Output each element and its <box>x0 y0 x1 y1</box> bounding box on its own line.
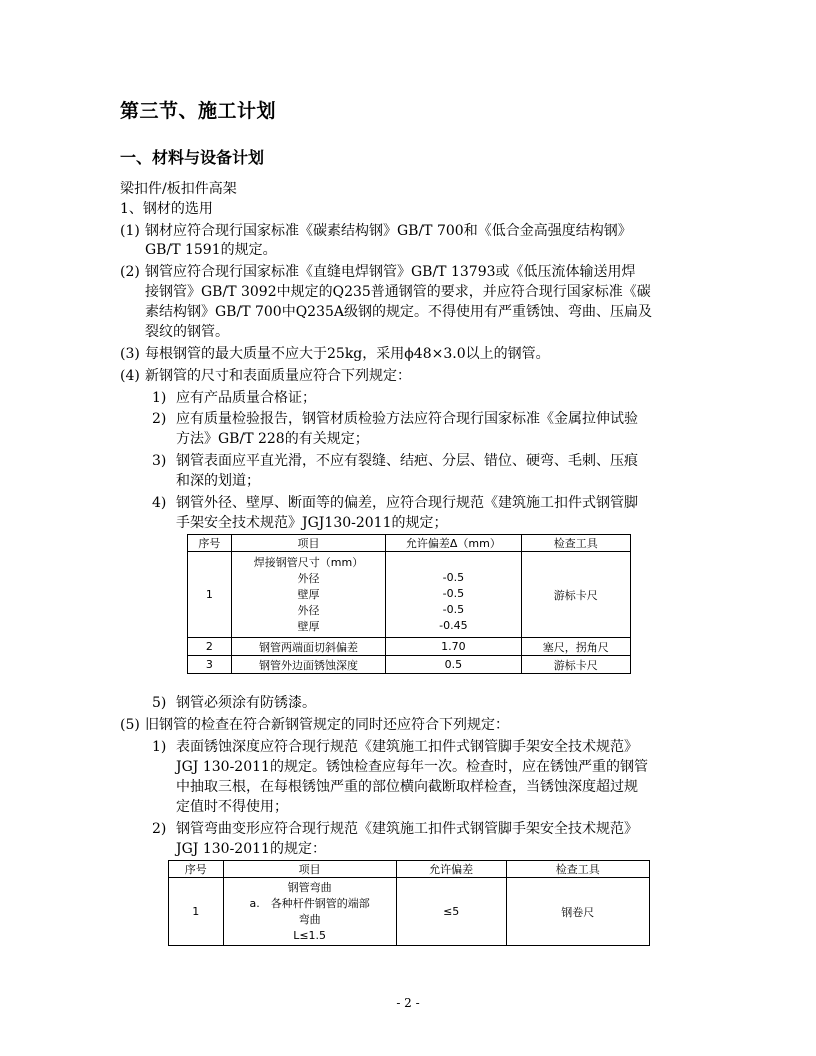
item-line: 旧钢管的检查在符合新钢管规定的同时还应符合下列规定： <box>145 717 509 733</box>
table-cell-text: 外径 <box>297 603 320 617</box>
table-header-cell: 项目 <box>223 861 396 878</box>
table-cell-item: 钢管两端面切斜偏差 <box>231 638 385 656</box>
table-cell-text: 钢管弯曲 <box>287 880 332 894</box>
subitem-number: 2) <box>152 821 167 837</box>
subitem-number: 1) <box>152 390 167 406</box>
table-header-cell: 允许偏差 <box>396 861 506 878</box>
item-number: (3) <box>120 346 140 362</box>
table-cell-text: L≤1.5 <box>293 928 327 942</box>
table-cell-deviation: ≤5 <box>396 878 506 946</box>
subitem-number: 1) <box>152 739 167 755</box>
subitem-line: 中抽取三根，在每根锈蚀严重的部位横向截断取样检查，当锈蚀深度超过规 <box>176 779 638 795</box>
subitem-line: 钢管外径、壁厚、断面等的偏差，应符合现行规范《建筑施工扣件式钢管脚 <box>176 495 638 511</box>
table-header-cell: 检查工具 <box>506 861 649 878</box>
section-heading: 第三节、施工计划 <box>120 100 277 122</box>
intro-text: 梁扣件/板扣件高架 <box>120 181 237 197</box>
subitem-line: 钢管表面应平直光滑，不应有裂缝、结疤、分层、错位、硬弯、毛刺、压痕 <box>176 453 638 469</box>
item-line: 素结构钢》GB/T 700中Q235A级钢的规定。不得使用有严重锈蚀、弯曲、压扁及 <box>145 304 653 320</box>
table-cell-no: 1 <box>188 552 232 638</box>
subsection-heading: 一、材料与设备计划 <box>120 148 265 167</box>
table-cell-deviation: 1.70 <box>386 638 521 656</box>
item-line: 新钢管的尺寸和表面质量应符合下列规定： <box>145 368 411 384</box>
table-header-row <box>169 861 650 878</box>
table-cell-tool: 塞尺，拐角尺 <box>521 638 630 656</box>
table-row <box>188 552 631 638</box>
table-header-cell: 项目 <box>231 535 385 552</box>
table-cell-text: 壁厚 <box>297 619 320 633</box>
table-cell-text: -0.45 <box>439 618 468 632</box>
table-cell-text: 焊接钢管尺寸（mm） <box>253 555 364 569</box>
subitem-line: 应有质量检验报告，钢管材质检验方法应符合现行国家标准《金属拉伸试验 <box>176 411 638 427</box>
table-row <box>169 878 650 946</box>
table-header-row <box>188 535 631 552</box>
item-line: 每根钢管的最大质量不应大于25kg，采用ϕ48×3.0以上的钢管。 <box>145 346 550 362</box>
item-number: (2) <box>120 264 140 280</box>
table-cell-no: 3 <box>188 656 232 674</box>
table-cell-text: a. 各种杆件钢管的端部 <box>249 896 370 910</box>
item-line: 裂纹的钢管。 <box>145 324 229 340</box>
table-cell-tool: 游标卡尺 <box>521 656 630 674</box>
table-cell-no: 2 <box>188 638 232 656</box>
table-cell-item: 钢管外边面锈蚀深度 <box>231 656 385 674</box>
subitem-number: 2) <box>152 411 167 427</box>
table-header-cell: 序号 <box>169 861 224 878</box>
table-cell-text: 弯曲 <box>298 912 321 926</box>
subitem-line: 定值时不得使用； <box>176 799 288 815</box>
table-cell-tool: 钢卷尺 <box>506 878 649 946</box>
table-cell-deviation <box>386 552 521 638</box>
table-cell-deviation: 0.5 <box>386 656 521 674</box>
subitem-line: JGJ 130-2011的规定。锈蚀检查应每年一次。检查时，应在锈蚀严重的钢管 <box>176 759 648 775</box>
subitem-number: 4) <box>152 495 167 511</box>
table-row <box>188 638 631 656</box>
subitem-number: 5) <box>152 695 167 711</box>
subitem-line: 和深的划道； <box>176 473 260 489</box>
subitem-number: 3) <box>152 453 167 469</box>
table-cell-item <box>231 552 385 638</box>
subitem-line: 钢管弯曲变形应符合现行规范《建筑施工扣件式钢管脚手架安全技术规范》 <box>176 821 638 837</box>
section-title-steel: 1、钢材的选用 <box>120 201 213 217</box>
subitem-line: 应有产品质量合格证； <box>176 390 316 406</box>
table-cell-text: 外径 <box>297 571 320 585</box>
table-header-cell: 序号 <box>188 535 232 552</box>
item-line: GB/T 1591的规定。 <box>145 242 277 258</box>
table-header-cell: 允许偏差Δ（mm） <box>386 535 521 552</box>
table-cell-tool: 游标卡尺 <box>521 552 630 638</box>
subitem-line: 方法》GB/T 228的有关规定； <box>176 431 369 447</box>
steel-pipe-tolerance-table <box>187 534 631 674</box>
subitem-line: 手架安全技术规范》JGJ130-2011的规定； <box>176 515 448 531</box>
table-cell-text: -0.5 <box>442 570 465 584</box>
page-number: - 2 - <box>396 996 420 1010</box>
table-cell-text: 壁厚 <box>297 587 320 601</box>
subitem-line: 表面锈蚀深度应符合现行规范《建筑施工扣件式钢管脚手架安全技术规范》 <box>176 739 638 755</box>
table-cell-item <box>223 878 396 946</box>
item-number: (5) <box>120 717 140 733</box>
subitem-line: 钢管必须涂有防锈漆。 <box>176 695 316 711</box>
item-line: 接钢管》GB/T 3092中规定的Q235普通钢管的要求，并应符合现行国家标准《碳 <box>145 284 651 300</box>
item-number: (4) <box>120 368 140 384</box>
table-cell-text: -0.5 <box>442 602 465 616</box>
subitem-line: JGJ 130-2011的规定： <box>176 841 326 857</box>
table-row <box>188 656 631 674</box>
pipe-bending-tolerance-table <box>168 860 650 946</box>
item-line: 钢材应符合现行国家标准《碳素结构钢》GB/T 700和《低合金高强度结构钢》 <box>145 223 632 239</box>
item-number: (1) <box>120 223 140 239</box>
table-cell-no: 1 <box>169 878 224 946</box>
item-line: 钢管应符合现行国家标准《直缝电焊钢管》GB/T 13793或《低压流体输送用焊 <box>145 264 636 280</box>
table-header-cell: 检查工具 <box>521 535 630 552</box>
table-cell-text: -0.5 <box>442 586 465 600</box>
